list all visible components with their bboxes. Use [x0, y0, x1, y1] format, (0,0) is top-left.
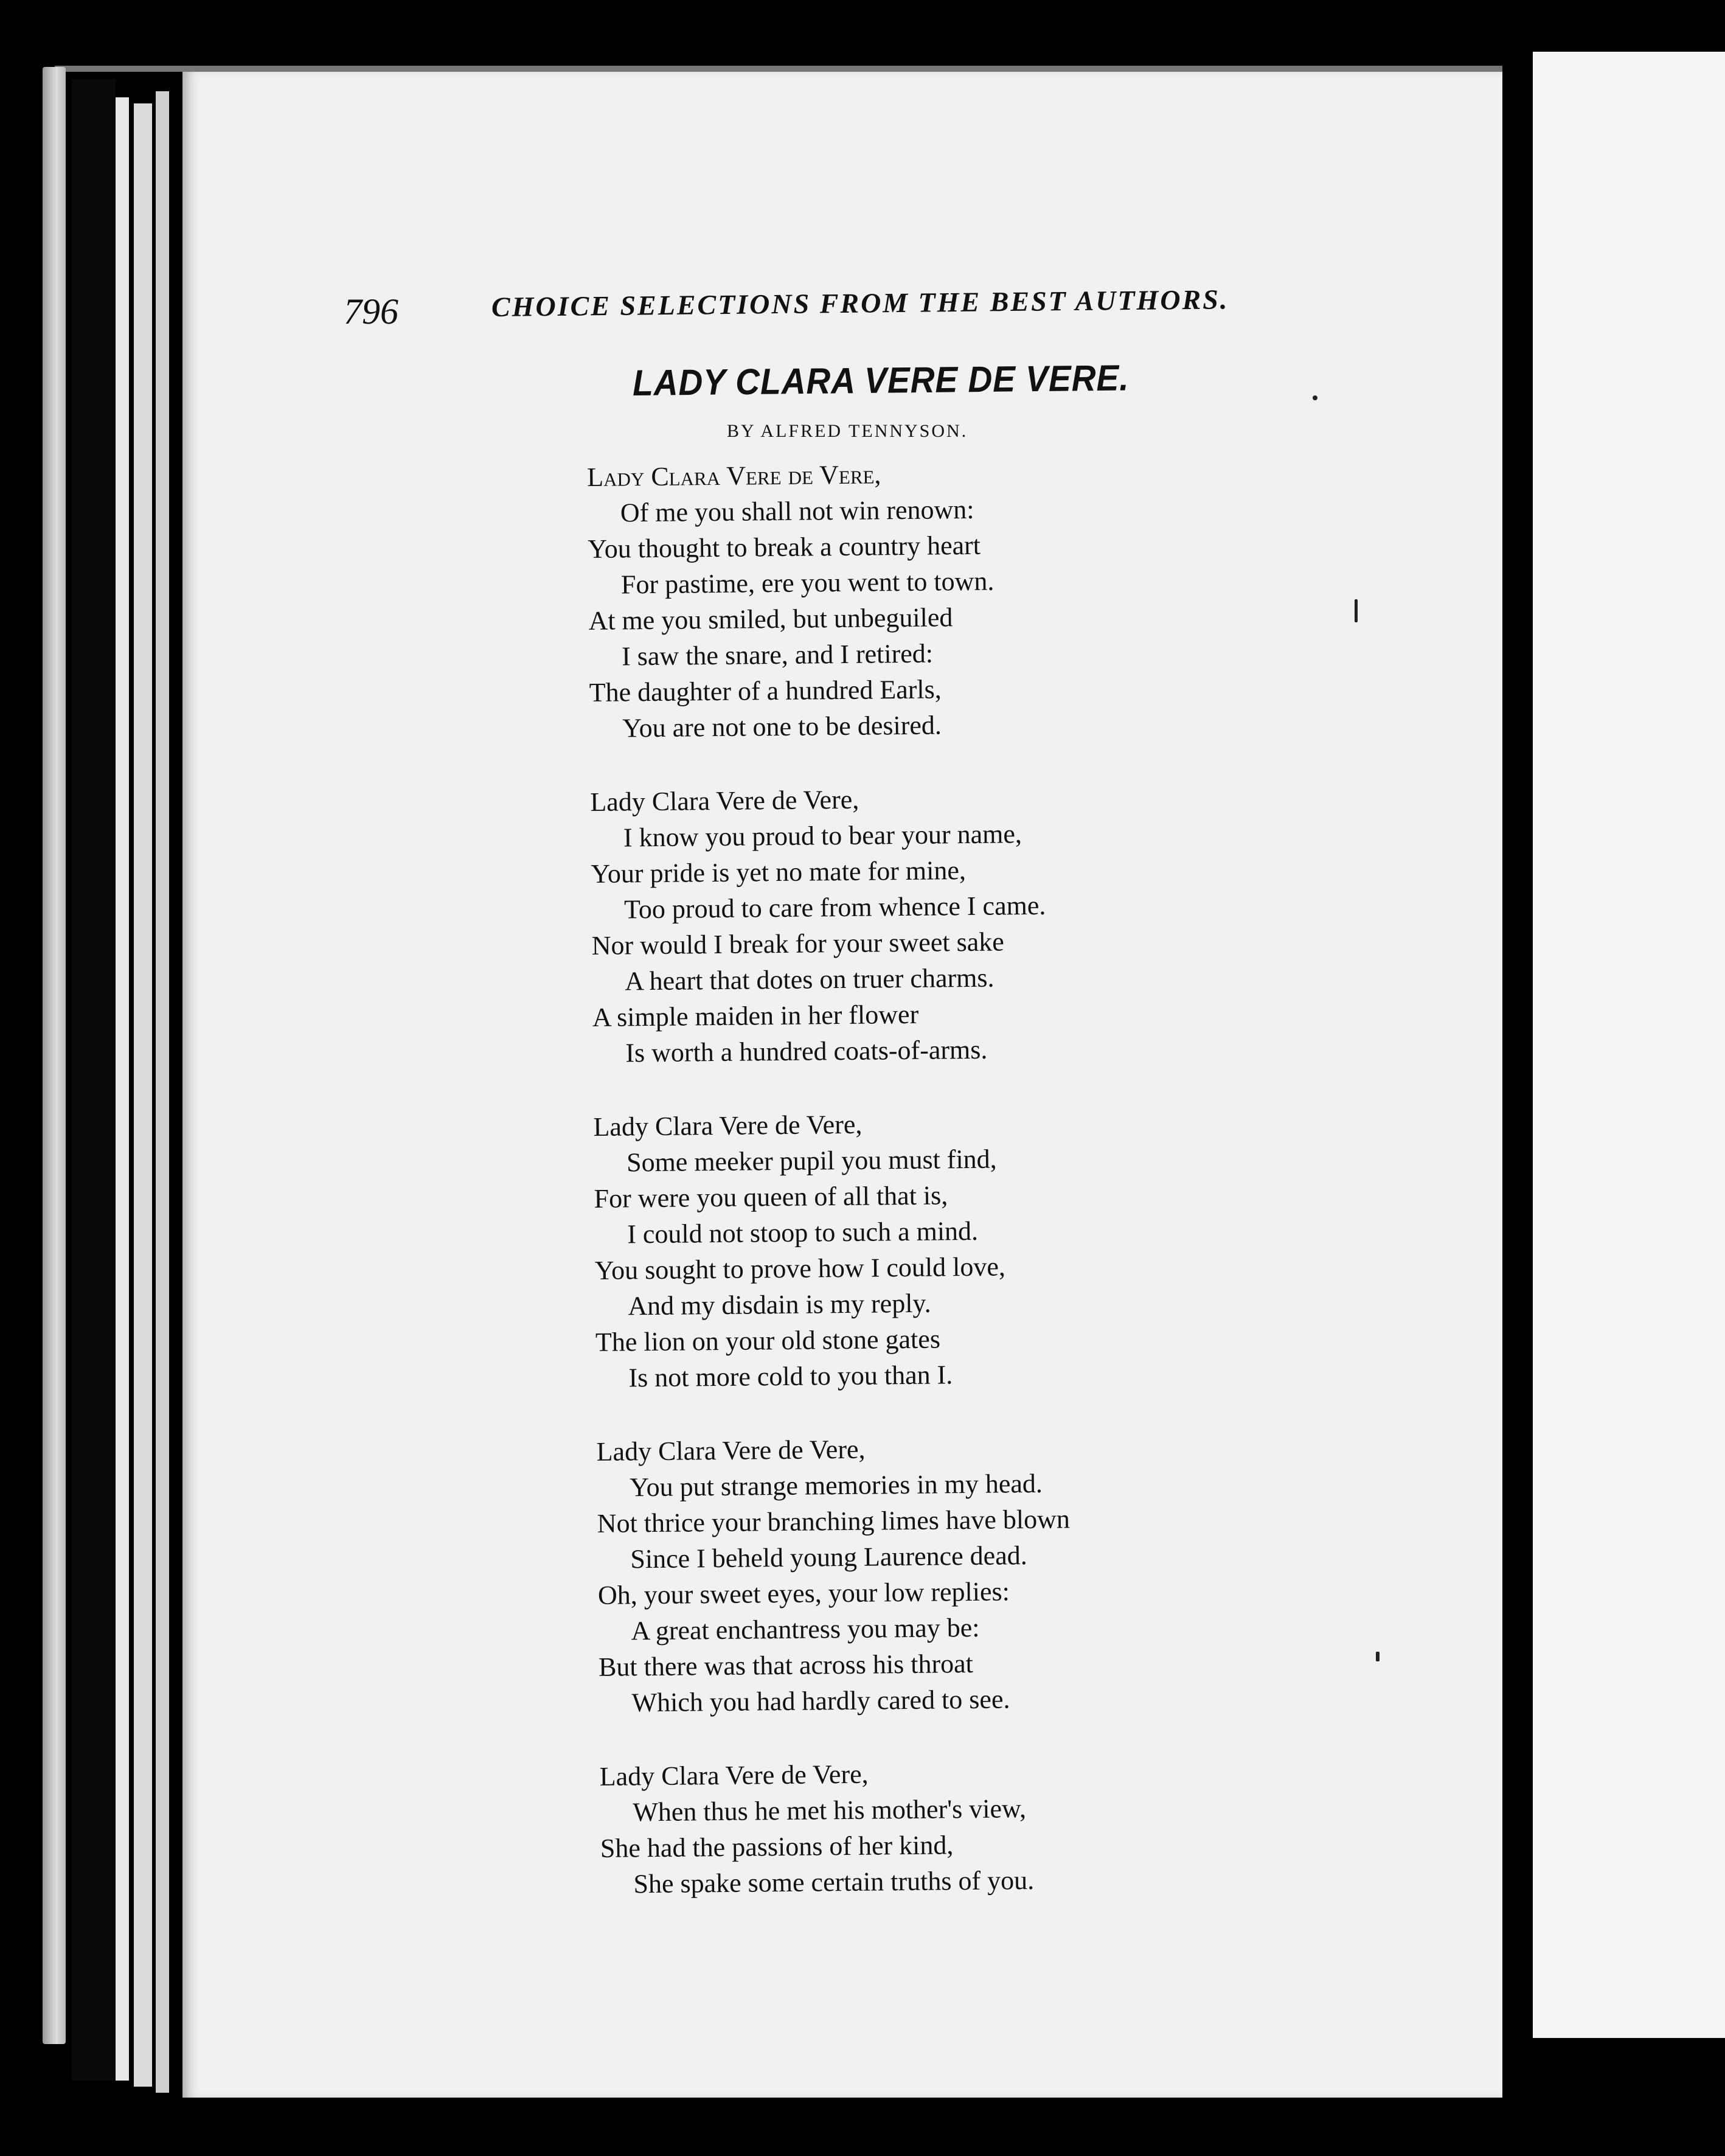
poem-line: Lady Clara Vere de Vere,: [587, 459, 881, 492]
book-spine-shadow: [72, 79, 116, 2081]
poem-line: A simple maiden in her flower: [592, 999, 919, 1032]
poem-line: Lady Clara Vere de Vere,: [590, 784, 859, 817]
poem-line: Of me you shall not win renown:: [620, 494, 974, 528]
poem-line: Is not more cold to you than I.: [628, 1360, 953, 1393]
stanza: [593, 1102, 1265, 1396]
poem-line: She spake some certain truths of you.: [633, 1865, 1035, 1899]
scan-speck: [1355, 599, 1358, 622]
poem-line: You put strange memories in my head.: [629, 1468, 1043, 1503]
book-binding-edge: [43, 67, 66, 2044]
poem-line: She had the passions of her kind,: [600, 1830, 954, 1863]
poem-line: You thought to break a country heart: [588, 530, 981, 564]
poem-line: Lady Clara Vere de Vere,: [596, 1434, 866, 1467]
poem-line: Since I beheld young Laurence dead.: [630, 1540, 1027, 1574]
poem-line: Oh, your sweet eyes, your low replies:: [597, 1576, 1010, 1610]
page-number: 796: [344, 291, 398, 332]
page-stack-edge: [134, 103, 152, 2087]
poem-line: I saw the snare, and I retired:: [621, 638, 934, 672]
poem-line: I could not stoop to such a mind.: [626, 1215, 979, 1250]
poem-line: You sought to prove how I could love,: [594, 1251, 1006, 1285]
running-head: CHOICE SELECTIONS FROM THE BEST AUTHORS.: [491, 283, 1229, 322]
poem-line: Lady Clara Vere de Vere,: [593, 1109, 862, 1142]
poem-line: The daughter of a hundred Earls,: [589, 674, 942, 708]
poem-line: Too proud to care from whence I came.: [623, 890, 1046, 925]
poem-title: LADY CLARA VERE DE VERE.: [632, 357, 1130, 403]
stanza: [587, 453, 1258, 746]
poem-line: And my disdain is my reply.: [628, 1288, 931, 1321]
poem-line: You are not one to be desired.: [622, 710, 942, 743]
stanza: [600, 1752, 1270, 1902]
scan-speck: [1376, 1652, 1380, 1661]
page-stack-edge: [116, 97, 129, 2081]
poem-line: Your pride is yet no mate for mine,: [591, 855, 967, 889]
page-stack-edge: [156, 91, 169, 2093]
scan-speck: [1313, 395, 1317, 400]
poem-line: Some meeker pupil you must find,: [626, 1144, 997, 1178]
poem-line: Lady Clara Vere de Vere,: [599, 1759, 869, 1792]
poem-line: For were you queen of all that is,: [594, 1180, 948, 1214]
poem-line: When thus he met his mother's view,: [633, 1793, 1027, 1827]
facing-page: [1533, 52, 1725, 2038]
poem-line: But there was that across his throat: [598, 1648, 974, 1682]
stanza: [596, 1427, 1268, 1721]
poem-line: A great enchantress you may be:: [631, 1612, 980, 1646]
poem-line: Is worth a hundred coats-of-arms.: [625, 1034, 988, 1068]
poem-line: I know you proud to bear your name,: [623, 819, 1022, 853]
poem-line: The lion on your old stone gates: [595, 1324, 941, 1357]
poem-line: A heart that dotes on truer charms.: [625, 962, 994, 996]
poem-body: [587, 453, 1270, 1939]
poem-line: For pastime, ere you went to town.: [620, 566, 994, 600]
page-top-edge: [55, 66, 1502, 72]
stanza: [590, 777, 1262, 1071]
poem-line: Not thrice your branching limes have blown: [597, 1504, 1071, 1539]
poem-line: At me you smiled, but unbeguiled: [588, 602, 953, 636]
poem-byline: BY ALFRED TENNYSON.: [727, 421, 968, 441]
poem-line: Which you had hardly cared to see.: [631, 1684, 1010, 1718]
poem-line: Nor would I break for your sweet sake: [591, 927, 1005, 961]
